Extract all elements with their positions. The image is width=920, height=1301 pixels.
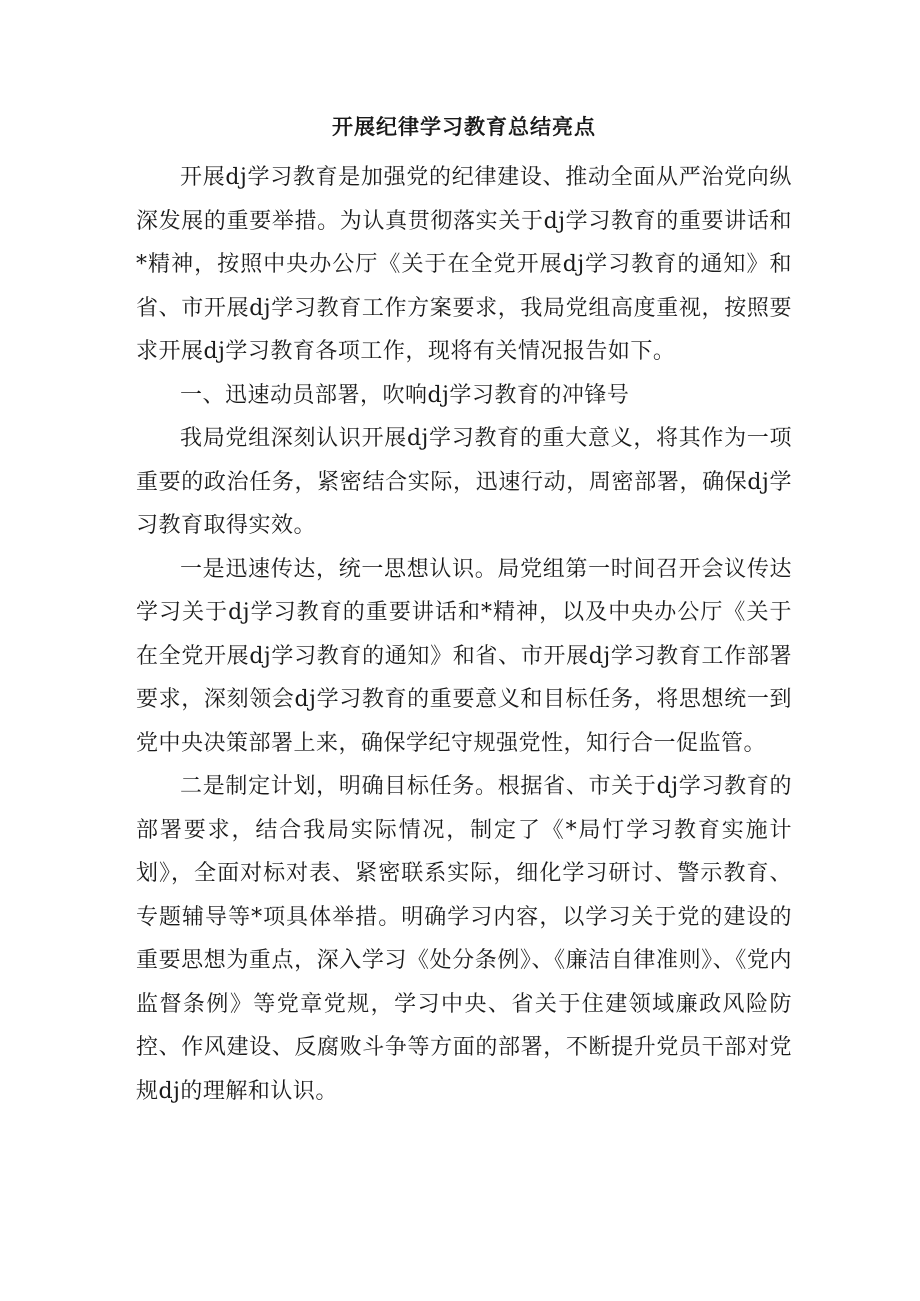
document-title: 开展纪律学习教育总结亮点 [332, 114, 596, 139]
section-1-paragraph: 我局党组深刻认识开展dj学习教育的重大意义，将其作为一项重要的政治任务，紧密结合实际，迅速行动，周密部署，确保dj学习教育取得实效。 [136, 426, 792, 538]
point-1-paragraph: 一是迅速传达，统一思想认识。局党组第一时间召开会议传达学习关于dj学习教育的重要讲话和*精神，以及中央办公厅《关于在全党开展dj学习教育的通知》和省、市开展dj学习教育工作部署要求，深刻领会dj学习教育的重要意义和目标任务，将思想统一到党中央决策部署上来，确保学纪守规强党性，知行合一促监管。 [136, 556, 792, 756]
intro-paragraph: 开展dj学习教育是加强党的纪律建设、推动全面从严治党向纵深发展的重要举措。为认真贯彻落实关于dj学习教育的重要讲话和*精神，按照中央办公厅《关于在全党开展dj学习教育的通知》和省、市开展dj学习教育工作方案要求，我局党组高度重视，按照要求开展dj学习教育各项工作，现将有关情况报告如下。 [136, 165, 792, 364]
point-2-paragraph: 二是制定计划，明确目标任务。根据省、市关于dj学习教育的部署要求，结合我局实际情况，制定了《*局忊学习教育实施计划》，全面对标对表、紧密联系实际，细化学习研讨、警示教育、专题辅导等*项具体举措。明确学习内容，以学习关于党的建设的重要思想为重点，深入学习《处分条例》、《廉洁自律准则》、《党内监督条例》等党章党规，学习中央、省关于住建领域廉政风险防控、作风建设、反腐败斗争等方面的部署，不断提升党员干部对党规dj的理解和认识。 [136, 774, 792, 1104]
section-heading-1: 一、迅速动员部署，吹响dj学习教育的冲锋号 [180, 382, 630, 408]
